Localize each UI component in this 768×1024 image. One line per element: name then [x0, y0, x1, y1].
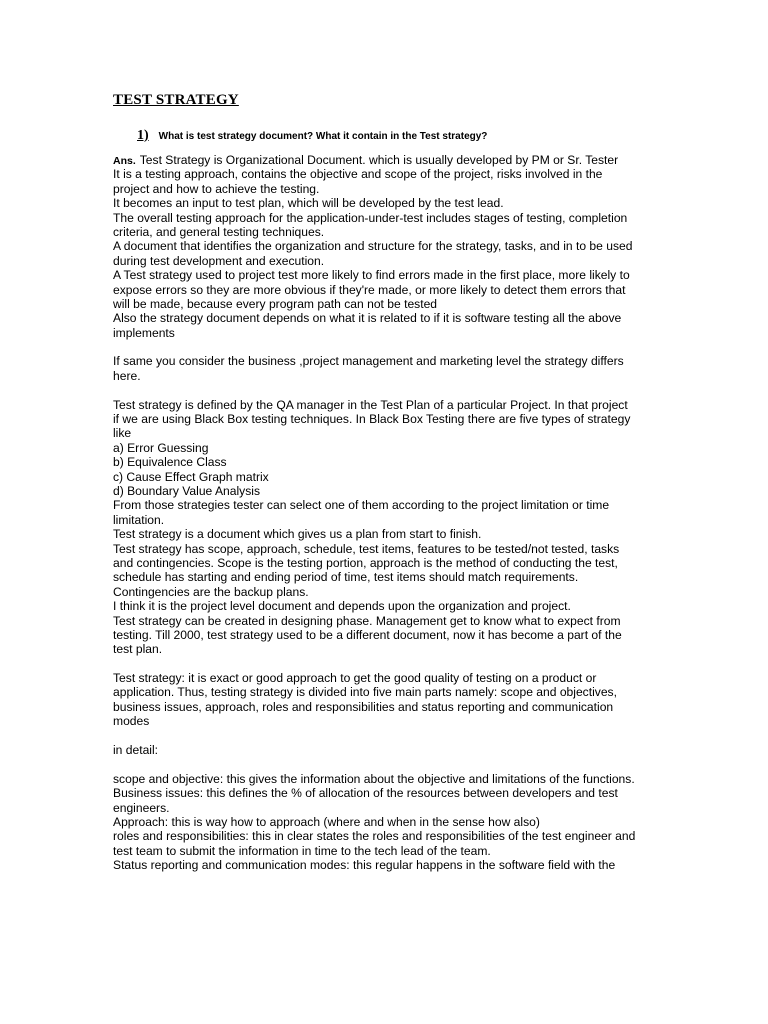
body-line: testing. Till 2000, test strategy used to be a different document, now it has become a part of the	[113, 627, 622, 642]
body-line	[113, 757, 658, 771]
body-line	[113, 657, 658, 671]
body-line: engineers.	[113, 800, 170, 815]
body-line: Contingencies are the backup plans.	[113, 584, 309, 599]
answer-body	[113, 153, 658, 873]
body-line-text: Test Strategy is Organizational Document. which is usually developed by PM or Sr. Tester	[139, 153, 619, 167]
body-line: here.	[113, 368, 141, 383]
body-line: scope and objective: this gives the information about the objective and limitations of the functions.	[113, 771, 635, 786]
body-line: test plan.	[113, 642, 163, 657]
body-line: It is a testing approach, contains the objective and scope of the project, risks involved in the	[113, 167, 603, 182]
body-line: Approach: this is way how to approach (where and when in the sense how also)	[113, 814, 540, 829]
body-line: Test strategy is a document which gives us a plan from start to finish.	[113, 527, 482, 542]
body-line: if we are using Black Box testing techniques. In Black Box Testing there are five types of strategy	[113, 412, 631, 427]
body-line	[113, 383, 658, 397]
body-line: It becomes an input to test plan, which will be developed by the test lead.	[113, 196, 504, 211]
body-line: c) Cause Effect Graph matrix	[113, 469, 269, 484]
question-heading	[137, 126, 487, 144]
body-line: Also the strategy document depends on what it is related to if it is software testing all the above	[113, 311, 622, 326]
body-line: Test strategy: it is exact or good approach to get the good quality of testing on a product or	[113, 671, 597, 686]
body-line: a) Error Guessing	[113, 440, 209, 455]
body-line: Test strategy is defined by the QA manager in the Test Plan of a particular Project. In that project	[113, 397, 628, 412]
body-line	[113, 729, 658, 743]
body-line	[113, 153, 658, 167]
body-line: during test development and execution.	[113, 253, 325, 268]
document-title: TEST STRATEGY	[113, 92, 239, 108]
body-line: d) Boundary Value Analysis	[113, 483, 261, 498]
body-line: implements	[113, 325, 175, 340]
body-line: A Test strategy used to project test more likely to find errors made in the first place, more likely to	[113, 268, 630, 283]
body-line: I think it is the project level document and depends upon the organization and project.	[113, 599, 571, 614]
body-line: will be made, because every program path can not be tested	[113, 296, 438, 311]
body-line: A document that identifies the organization and structure for the strategy, tasks, and in to be used	[113, 239, 633, 254]
answer-label: Ans.	[113, 155, 136, 167]
body-line: Status reporting and communication modes: this regular happens in the software field with the	[113, 858, 616, 873]
body-line: and contingencies. Scope is the testing portion, approach is the method of conducting the test,	[113, 555, 618, 570]
body-line: criteria, and general testing techniques.	[113, 224, 325, 239]
body-line: schedule has starting and ending period of time, test items should match requirements.	[113, 570, 579, 585]
body-line: limitation.	[113, 512, 165, 527]
body-line: The overall testing approach for the application-under-test includes stages of testing, completion	[113, 210, 628, 225]
body-line: business issues, approach, roles and responsibilities and status reporting and communication	[113, 699, 614, 714]
question-number: 1)	[137, 128, 149, 143]
body-line: modes	[113, 714, 150, 729]
body-line: Test strategy can be created in designing phase. Management get to know what to expect from	[113, 613, 621, 628]
body-line: b) Equivalence Class	[113, 455, 227, 470]
body-line: expose errors so they are more obvious if they're made, or more likely to detect them errors that	[113, 282, 626, 297]
body-line: If same you consider the business ,project management and marketing level the strategy differs	[113, 354, 624, 369]
body-line	[113, 340, 658, 354]
body-line: From those strategies tester can select one of them according to the project limitation or time	[113, 498, 610, 513]
body-line: Test strategy has scope, approach, schedule, test items, features to be tested/not tested, tasks	[113, 541, 620, 556]
body-line: Business issues: this defines the % of allocation of the resources between developers and test	[113, 786, 618, 801]
body-line: project and how to achieve the testing.	[113, 181, 320, 196]
body-line: in detail:	[113, 743, 159, 758]
question-text: What is test strategy document? What it contain in the Test strategy?	[158, 131, 488, 142]
body-line: application. Thus, testing strategy is divided into five main parts namely: scope and objectives,	[113, 685, 617, 700]
body-line: roles and responsibilities: this in clear states the roles and responsibilities of the test engineer and	[113, 829, 636, 844]
body-line: like	[113, 426, 132, 441]
body-line: test team to submit the information in time to the tech lead of the team.	[113, 843, 491, 858]
